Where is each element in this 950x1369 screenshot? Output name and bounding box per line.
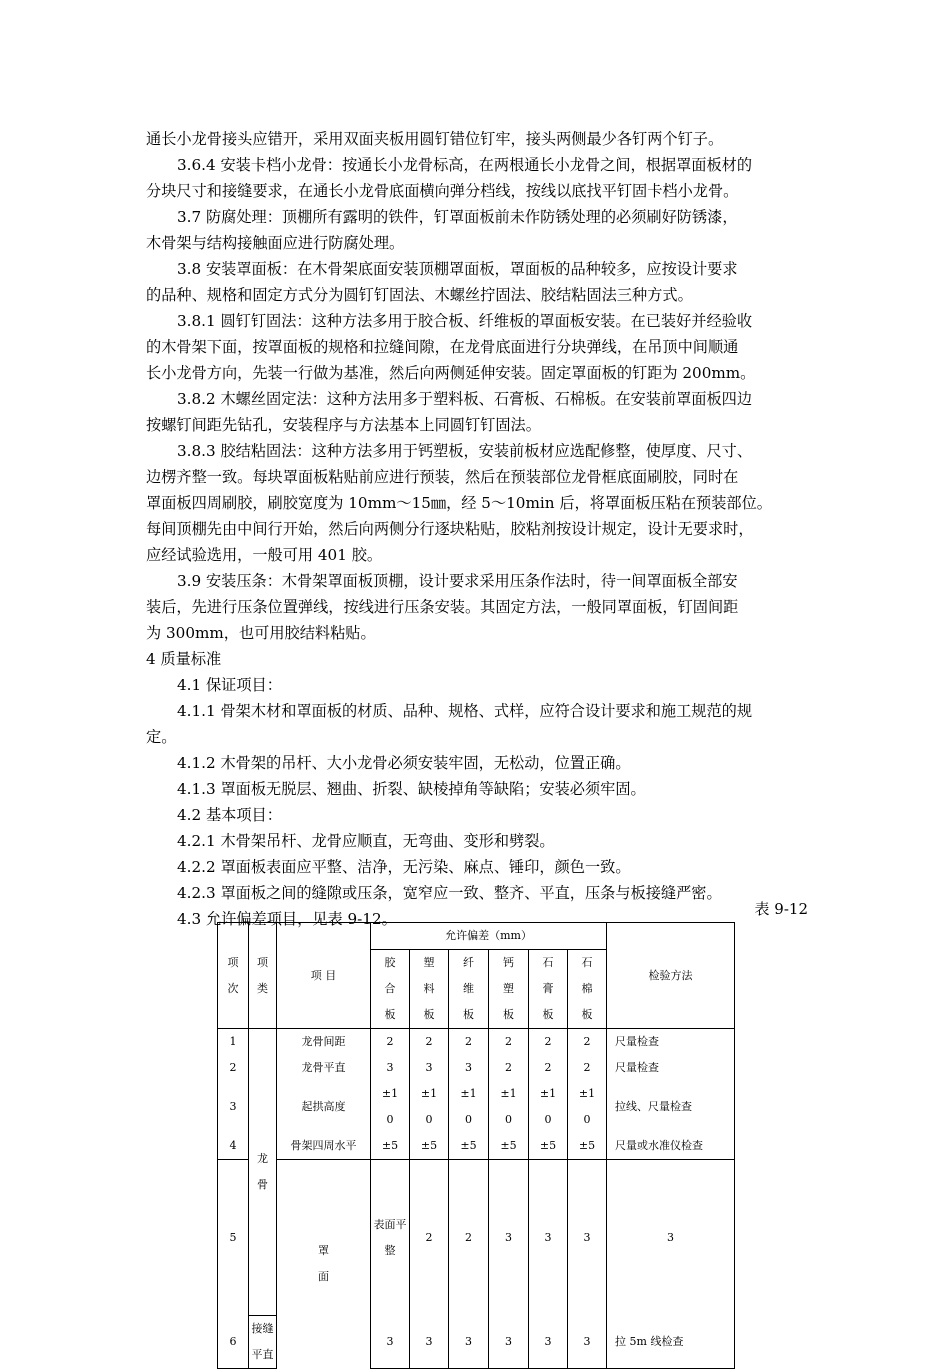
cell-value: 3 <box>449 1055 489 1081</box>
text-line: 的木骨架下面，按罩面板的规格和拉缝间隙，在龙骨底面进行分块弹线，在吊顶中间顺通 <box>146 338 739 356</box>
text-line: 4.3 允许偏差项目，见表 9-12。 <box>177 910 397 928</box>
header-method: 检验方法 <box>607 923 735 1029</box>
cell-value: 2 <box>568 1029 607 1056</box>
cell-value: 3 <box>371 1316 410 1369</box>
row-seq: 3 <box>218 1081 249 1133</box>
header-material-char: 塑 <box>410 950 449 977</box>
cell-value: 2 <box>529 1055 568 1081</box>
text-line: 木骨架与结构接触面应进行防腐处理。 <box>146 234 405 252</box>
header-seq-text: 项 次 <box>227 955 239 995</box>
row-item: 接缝平直 <box>249 1316 277 1369</box>
header-seq <box>218 923 249 1029</box>
header-category <box>249 923 277 1029</box>
text-line: 4 质量标准 <box>146 650 222 668</box>
header-material-char: 板 <box>568 1002 607 1029</box>
text-line: 4.1.1 骨架木材和罩面板的材质、品种、规格、式样，应符合设计要求和施工规范的规 <box>177 702 753 720</box>
header-material-char: 棉 <box>568 976 607 1002</box>
cell-value: ±1 0 <box>489 1081 529 1133</box>
header-material-char: 板 <box>529 1002 568 1029</box>
cell-value: 3 <box>410 1055 449 1081</box>
header-material-char: 石 <box>568 950 607 977</box>
cell-value: 2 <box>410 1160 449 1316</box>
row-item: 表面平整 <box>371 1160 410 1316</box>
cell-value: ±1 0 <box>568 1081 607 1133</box>
cell-value: ±5 <box>489 1133 529 1160</box>
cell-value: ±5 <box>371 1133 410 1160</box>
text-line: 为 300mm，也可用胶结料粘贴。 <box>146 624 376 642</box>
row-seq: 4 <box>218 1133 249 1160</box>
row-item: 起拱高度 <box>277 1081 371 1133</box>
cell-value: 2 <box>371 1029 410 1056</box>
cell-value: ±1 0 <box>371 1081 410 1133</box>
header-material-char: 胶 <box>371 950 410 977</box>
cell-value: 3 <box>568 1160 607 1316</box>
header-material-char: 板 <box>410 1002 449 1029</box>
text-line: 3.8.1 圆钉钉固法：这种方法多用于胶合板、纤维板的罩面板安装。在已装好并经验收 <box>177 312 753 330</box>
cell-value: 3 <box>529 1316 568 1369</box>
row-item: 骨架四周水平 <box>277 1133 371 1160</box>
cell-value: 3 <box>410 1316 449 1369</box>
document-body <box>146 126 808 932</box>
text-line: 的品种、规格和固定方式分为圆钉钉固法、木螺丝拧固法、胶结粘固法三种方式。 <box>146 286 693 304</box>
cell-value: 2 <box>449 1029 489 1056</box>
text-line: 按螺钉间距先钻孔，安装程序与方法基本上同圆钉钉固法。 <box>146 416 541 434</box>
cell-value: ±1 0 <box>410 1081 449 1133</box>
row-seq: 6 <box>218 1316 249 1369</box>
cell-value: 3 <box>568 1316 607 1369</box>
header-material-char: 纤 <box>449 950 489 977</box>
tolerance-table <box>217 922 735 1369</box>
cell-value: 3 <box>607 1160 735 1316</box>
cell-value: 2 <box>529 1029 568 1056</box>
text-line: 分块尺寸和接缝要求，在通长小龙骨底面横向弹分档线，按线以底找平钉固卡档小龙骨。 <box>146 182 739 200</box>
cell-value: 2 <box>489 1029 529 1056</box>
text-line: 4.2 基本项目： <box>177 806 282 824</box>
header-material-char: 石 <box>529 950 568 977</box>
text-line: 边楞齐整一致。每块罩面板粘贴前应进行预装，然后在预装部位龙骨框底面刷胶，同时在 <box>146 468 739 486</box>
header-material-char: 板 <box>449 1002 489 1029</box>
cell-value: ±5 <box>529 1133 568 1160</box>
text-line: 罩面板四周刷胶，刷胶宽度为 10mm～15㎜，经 5～10min 后，将罩面板压粘在预装部位。 <box>146 494 772 512</box>
header-item: 项 目 <box>277 923 371 1029</box>
cell-value: ±1 0 <box>529 1081 568 1133</box>
paragraph-list <box>146 126 808 932</box>
header-material-char: 维 <box>449 976 489 1002</box>
cell-value: 3 <box>449 1316 489 1369</box>
cell-value: 3 <box>489 1160 529 1316</box>
text-line: 4.1 保证项目： <box>177 676 282 694</box>
category-keel <box>249 1029 277 1316</box>
row-seq: 2 <box>218 1055 249 1081</box>
cell-value: 2 <box>568 1055 607 1081</box>
text-line: 4.2.2 罩面板表面应平整、洁净，无污染、麻点、锤印，颜色一致。 <box>177 858 631 876</box>
table-caption: 表 9-12 <box>754 900 808 918</box>
cell-value: 3 <box>529 1160 568 1316</box>
text-line: 4.2.3 罩面板之间的缝隙或压条，宽窄应一致、整齐、平直，压条与板接缝严密。 <box>177 884 722 902</box>
header-material-char: 膏 <box>529 976 568 1002</box>
header-material-char: 钙 <box>489 950 529 977</box>
header-material-char: 塑 <box>489 976 529 1002</box>
category-cover <box>277 1160 371 1369</box>
header-tolerance-group: 允许偏差（mm） <box>371 923 607 950</box>
row-method: 尺量检查 <box>607 1029 735 1056</box>
text-line: 4.1.3 罩面板无脱层、翘曲、折裂、缺棱掉角等缺陷；安装必须牢固。 <box>177 780 646 798</box>
cell-value: 2 <box>489 1055 529 1081</box>
cell-value: ±5 <box>410 1133 449 1160</box>
text-line: 4.1.2 木骨架的吊杆、大小龙骨必须安装牢固，无松动，位置正确。 <box>177 754 631 772</box>
row-seq: 5 <box>218 1160 249 1316</box>
text-line: 长小龙骨方向，先装一行做为基准，然后向两侧延伸安装。固定罩面板的钉距为 200mm。 <box>146 364 756 382</box>
row-method: 拉 5m 线检查 <box>607 1316 735 1369</box>
text-line: 3.7 防腐处理：顶棚所有露明的铁件，钉罩面板前未作防锈处理的必须刷好防锈漆， <box>177 208 738 226</box>
cell-value: ±5 <box>449 1133 489 1160</box>
header-material-char: 合 <box>371 976 410 1002</box>
text-line: 3.9 安装压条：木骨架罩面板顶棚，设计要求采用压条作法时，待一间罩面板全部安 <box>177 572 738 590</box>
text-line: 通长小龙骨接头应错开，采用双面夹板用圆钉错位钉牢，接头两侧最少各钉两个钉子。 <box>146 130 724 148</box>
cell-value: 3 <box>371 1055 410 1081</box>
row-item: 龙骨间距 <box>277 1029 371 1056</box>
text-line: 3.8.2 木螺丝固定法：这种方法用多于塑料板、石膏板、石棉板。在安装前罩面板四边 <box>177 390 753 408</box>
header-material-char: 料 <box>410 976 449 1002</box>
text-line: 应经试验选用，一般可用 401 胶。 <box>146 546 383 564</box>
row-seq: 1 <box>218 1029 249 1056</box>
text-line: 每间顶棚先由中间行开始，然后向两侧分行逐块粘贴，胶粘剂按设计规定，设计无要求时， <box>146 520 754 538</box>
header-material-char: 板 <box>489 1002 529 1029</box>
text-line: 装后，先进行压条位置弹线，按线进行压条安装。其固定方法，一般同罩面板，钉固间距 <box>146 598 739 616</box>
cell-value: ±5 <box>568 1133 607 1160</box>
cell-value: 2 <box>449 1160 489 1316</box>
category-keel-text: 龙 骨 <box>257 1152 268 1191</box>
header-material-char: 板 <box>371 1002 410 1029</box>
text-line: 3.8 安装罩面板：在木骨架底面安装顶棚罩面板，罩面板的品种较多，应按设计要求 <box>177 260 738 278</box>
header-category-text: 项 类 <box>257 955 268 995</box>
row-item: 龙骨平直 <box>277 1055 371 1081</box>
text-line: 4.2.1 木骨架吊杆、龙骨应顺直，无弯曲、变形和劈裂。 <box>177 832 555 850</box>
text-line: 3.6.4 安装卡档小龙骨：按通长小龙骨标高，在两根通长小龙骨之间，根据罩面板材的 <box>177 156 753 174</box>
text-line: 3.8.3 胶结粘固法：这种方法多用于钙塑板，安装前板材应选配修整，使厚度、尺寸、 <box>177 442 753 460</box>
category-cover-text: 罩 面 <box>318 1244 329 1284</box>
text-line: 定。 <box>146 728 177 746</box>
cell-value: 2 <box>410 1029 449 1056</box>
cell-value: 3 <box>489 1316 529 1369</box>
cell-value: ±1 0 <box>449 1081 489 1133</box>
row-method: 尺量检查 <box>607 1055 735 1081</box>
row-method: 尺量或水准仪检查 <box>607 1133 735 1160</box>
row-method: 拉线、尺量检查 <box>607 1081 735 1133</box>
